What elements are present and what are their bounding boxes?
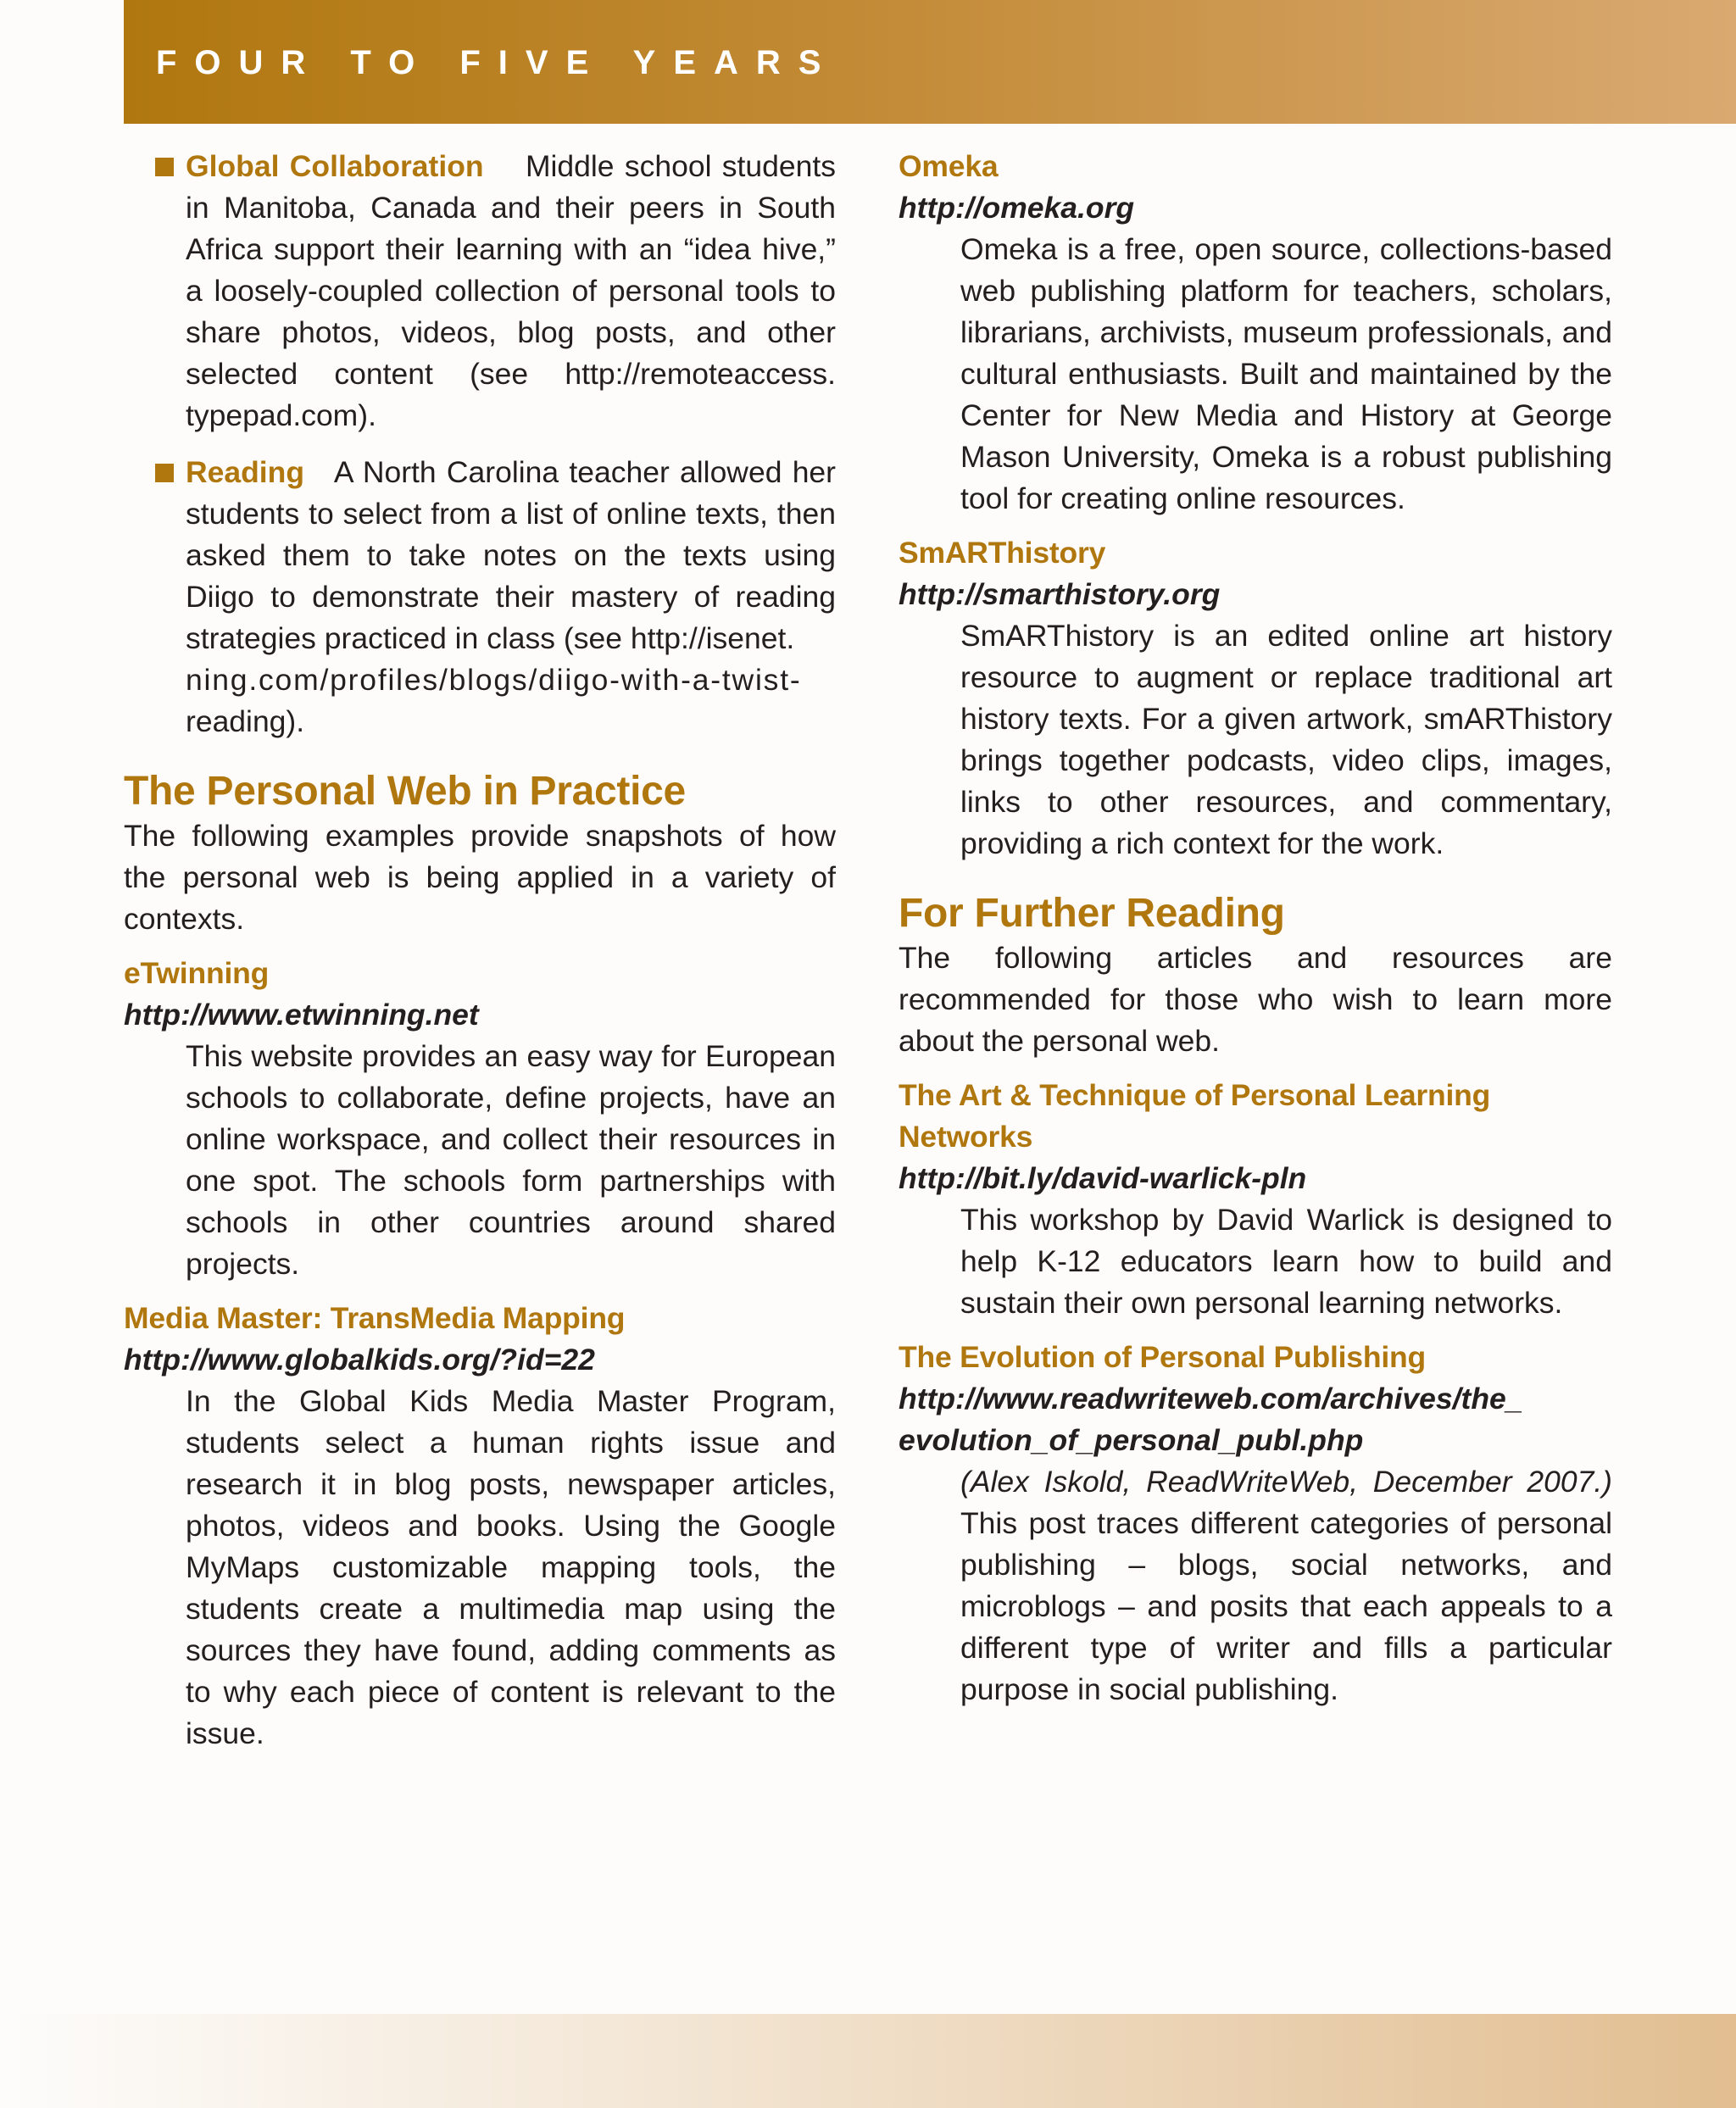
bullet-text: Middle school students in Manitoba, Canada and their peers in South Africa support their learning with an “idea hive,” a loosely-coupled collection of personal tools to share photos, videos, blog posts, and other selected content (see http://remoteaccess. typepad.com). [186,149,837,432]
entry-title: SmARThistory [899,536,1106,570]
entry-title: Media Master: TransMedia Mapping [124,1301,626,1335]
reading-citation: (Alex Iskold, ReadWriteWeb, December 2007.) [960,1465,1612,1499]
bullet-global-collaboration [124,146,836,437]
header-band [124,0,1736,124]
bullet-text: A North Carolina teacher allowed her students to select from a list of online texts, then asked them to take notes on the texts using Diigo to demonstrate their mastery of reading strategies practiced in class (see http://isenet. [186,455,836,655]
reading-title-line1: The Art & Technique of Personal Learning [899,1078,1491,1112]
reading-url[interactable]: http://bit.ly/david-warlick-pln [899,1161,1307,1195]
section-label: FOUR TO FIVE YEARS [156,44,839,81]
section-heading-personal-web: The Personal Web in Practice [124,769,686,814]
reading-description [899,1461,1612,1710]
reading-url-line1: http://www.readwriteweb.com/archives/the_ [899,1382,1523,1416]
section-heading-further-reading: For Further Reading [899,891,1285,936]
footer-band [0,2014,1736,2108]
reading-title: The Evolution of Personal Publishing [899,1340,1426,1374]
square-bullet-icon [155,464,174,482]
reading-title [899,1075,1612,1158]
bullet-reading [124,452,836,743]
entry-url[interactable]: http://www.globalkids.org/?id=22 [124,1343,595,1377]
entry-description: In the Global Kids Media Master Program, students select a human rights issue and research it in blog posts, newspaper articles, photos, videos and books. Using the Google MyMaps customizable mapping tools, the students create a multimedia map using the sources they have found, adding comments as to why each piece of content is relevant to the issue. [186,1384,836,1750]
section-intro: The following examples provide snapshots of how the personal web is being applied in a variety of contexts. [124,819,836,936]
entry-title: eTwinning [124,956,270,990]
bullet-text-url: ning.com/profiles/blogs/diigo-with-a-twist- [186,663,802,697]
entry-url[interactable]: http://omeka.org [899,191,1135,225]
entry-url[interactable]: http://www.etwinning.net [124,998,479,1032]
entry-title: Omeka [899,149,999,183]
right-column [899,146,1612,1710]
bullet-title: Global Collaboration [186,149,484,183]
entry-description: This website provides an easy way for European schools to collaborate, define projects, have an online workspace, and collect their resources in one spot. The schools form partnerships with schools in other countries around shared projects. [186,1039,836,1281]
reading-description: This workshop by David Warlick is designed to help K-12 educators learn how to build and sustain their own personal learning networks. [960,1203,1612,1320]
square-bullet-icon [155,158,174,176]
entry-url[interactable]: http://smarthistory.org [899,577,1221,611]
section-intro: The following articles and resources are recommended for those who wish to learn more about the personal web. [899,941,1612,1058]
reading-description-text: This post traces different categories of personal publishing – blogs, social networks, and microblogs – and posits that each appeals to a different type of writer and fills a particular purpose in social publishing. [960,1506,1612,1706]
bullet-text-end: reading). [186,704,305,738]
left-column [124,146,836,1755]
reading-url-line2: evolution_of_personal_publ.php [899,1423,1364,1457]
bullet-title: Reading [186,455,305,489]
reading-title-line2: Networks [899,1120,1033,1154]
entry-description: SmARThistory is an edited online art history resource to augment or replace traditional art history texts. For a given artwork, smARThistory brings together podcasts, video clips, images, links to other resources, and commentary, providing a rich context for the work. [960,619,1612,860]
entry-description: Omeka is a free, open source, collections-based web publishing platform for teachers, scholars, librarians, archivists, museum professionals, and cultural enthusiasts. Built and maintained by the Center for New Media and History at George Mason University, Omeka is a robust publishing tool for creating online resources. [960,232,1612,515]
reading-url[interactable] [899,1378,1612,1461]
